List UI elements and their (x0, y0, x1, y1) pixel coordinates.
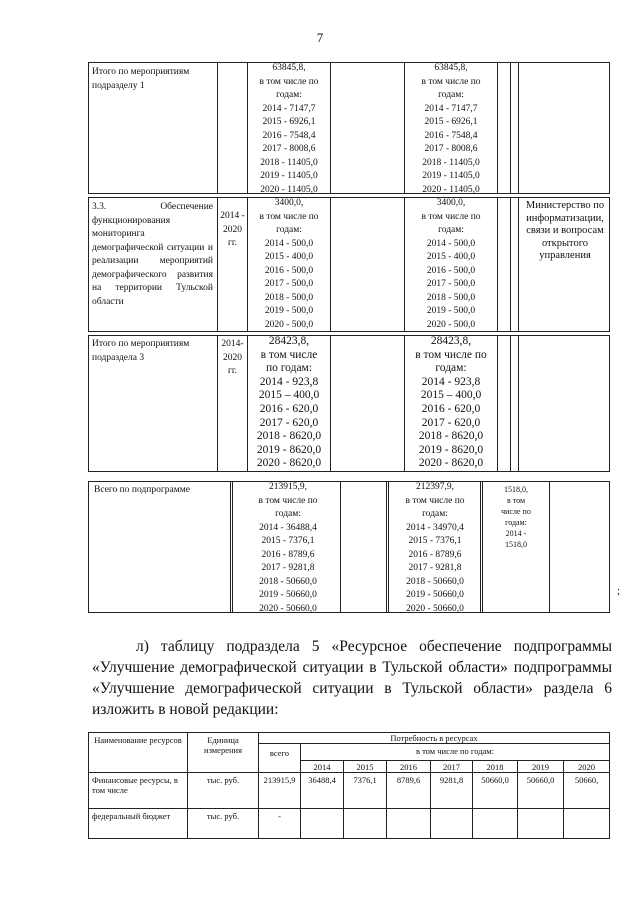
block2-label: 3.3. Обеспечение функционирования мониторинга демографической ситуации и реализации мероприятий демографического развития на территории Тульской области (92, 202, 213, 307)
year-header-2020: 2020 (578, 762, 595, 772)
year-header-2014: 2014 (313, 762, 331, 772)
block4-amounts-total (236, 481, 340, 616)
year-header-2018: 2018 (486, 762, 504, 772)
row-federal-unit: тыс. руб. (206, 811, 240, 821)
row-federal-name: федеральный бюджет (92, 811, 171, 821)
amount-line: 2018 - 11405,0 (422, 157, 480, 168)
year-header-2017: 2017 (443, 762, 460, 772)
amount-line: 2019 - 500,0 (426, 306, 476, 316)
amount-line: годам: (276, 225, 302, 235)
amount-line: 2015 - 7376,1 (261, 536, 315, 546)
amount-line: 2016 - 500,0 (264, 265, 314, 276)
amount-line: 2014 - 34970,4 (406, 522, 464, 533)
block2-amounts-regional (405, 197, 497, 332)
amount-line: 2019 - 11405,0 (260, 171, 318, 181)
amount-line: 2018 - 50660,0 (406, 576, 464, 587)
amount-line: 2016 - 8789,6 (261, 549, 315, 560)
amount-line: годам: (505, 518, 527, 527)
amount-line: в том числе по (421, 76, 481, 87)
amount-line: 2020 - 500,0 (264, 319, 314, 330)
amount-line: 63845,8, (272, 63, 306, 73)
amount-line: 2020 - 11405,0 (422, 184, 480, 195)
amount-line: 2015 – 400,0 (420, 389, 482, 402)
value-cell-2018: 50660,0 (481, 775, 509, 785)
amount-line: в том числе по (258, 495, 318, 506)
amount-line: 2018 - 500,0 (426, 292, 476, 303)
amount-line: 2018 - 8620,0 (418, 430, 484, 443)
block3-label: Итого по мероприятиям подраздела 3 (92, 339, 190, 363)
amount-line: 2016 - 7548,4 (424, 130, 478, 141)
amount-line: 2015 - 6926,1 (424, 117, 478, 127)
amount-line: 2020 - 11405,0 (260, 184, 318, 195)
amount-line: 3400,0, (436, 198, 466, 208)
row-federal-total: - (278, 811, 281, 821)
amount-line: 3400,0, (274, 198, 304, 208)
amount-line: в том числе по (405, 495, 465, 506)
amount-line: 2014 - 36488,4 (259, 522, 317, 533)
amount-line: 2014 - 7147,7 (262, 103, 316, 114)
amount-line: 2014 - 923,8 (421, 375, 481, 388)
amount-line: годам: (438, 225, 464, 235)
year-header-2015: 2015 (356, 762, 374, 772)
amount-line: годам: (276, 90, 302, 100)
amount-line: числе по (501, 507, 531, 516)
value-cell-2019: 50660,0 (526, 775, 555, 785)
amount-line: 2018 - 11405,0 (260, 157, 318, 168)
amount-line: 2017 - 620,0 (421, 416, 481, 429)
amount-line: в том числе по (421, 211, 481, 222)
block2-period: 2014 - 2020 гг. (220, 211, 245, 248)
amount-line: 28423,8, (430, 335, 472, 347)
amount-line: 2016 - 8789,6 (408, 549, 462, 560)
amount-line: 2019 - 8620,0 (256, 443, 322, 456)
block3-period: 2014- 2020 гг. (221, 339, 244, 376)
row-financial-unit: тыс. руб. (206, 775, 240, 785)
amendment-paragraph-text: л) таблицу подраздела 5 «Ресурсное обеспечение подпрограммы «Улучшение демографической ситуации в Тульской области» подпрограммы «Улучшение демографической ситуации в Тульской области» раздела 6 изложить в новой редакции: (92, 638, 612, 718)
amount-line: 213915,9, (269, 482, 307, 492)
block1-amounts-total (248, 62, 330, 197)
value-cell-2017: 9281,8 (439, 775, 464, 785)
amount-line: 2017 - 9281,8 (261, 563, 315, 573)
value-cell-2015: 7376,1 (353, 775, 377, 785)
amount-line: 2019 - 8620,0 (418, 443, 484, 456)
amount-line: годам: (435, 362, 467, 375)
header-resource-name: Наименование ресурсов (94, 735, 182, 745)
amount-line: 2014 - 500,0 (264, 238, 314, 249)
year-header-2016: 2016 (400, 762, 417, 772)
amount-line: в том числе (260, 348, 318, 361)
amount-line: 2018 - 50660,0 (259, 576, 317, 587)
block3-amounts-total (248, 335, 330, 471)
block4-amounts-federal (483, 484, 549, 550)
amount-line: 2014 - 500,0 (426, 238, 476, 249)
amount-line: в том числе по (415, 348, 487, 361)
trailing-semicolon: ; (617, 585, 621, 597)
amount-line: 2015 - 7376,1 (408, 536, 462, 546)
amount-line: 1518,0 (505, 540, 527, 549)
amount-line: 2015 - 6926,1 (262, 117, 316, 127)
amendment-paragraph (92, 636, 612, 720)
amount-line: 2014 - (505, 529, 527, 538)
amount-line: 2016 - 620,0 (421, 402, 481, 415)
amount-line: 2017 - 500,0 (426, 279, 476, 289)
amount-line: в том числе по (259, 211, 319, 222)
amount-line: 2015 – 400,0 (258, 389, 320, 402)
amount-line: годам: (438, 90, 464, 100)
block3-amounts-regional (405, 335, 497, 471)
amount-line: 2014 - 923,8 (259, 375, 319, 388)
block2-executor: Министерство по информатизации, связи и вопросам открытого управления (525, 200, 605, 261)
amount-line: 28423,8, (268, 335, 310, 347)
amount-line: 2017 - 8008,6 (424, 144, 478, 154)
amount-line: 2016 - 500,0 (426, 265, 476, 276)
amount-line: 2018 - 500,0 (264, 292, 314, 303)
header-unit: Единица измерения (204, 735, 242, 755)
block1-label: Итого по мероприятиям подразделу 1 (92, 67, 190, 91)
block4-amounts-regional (389, 481, 481, 616)
amount-line: 63845,8, (434, 63, 468, 73)
amount-line: 2017 - 620,0 (259, 416, 319, 429)
amount-line: в том числе по (259, 76, 319, 87)
amount-line: 2020 - 8620,0 (418, 457, 484, 470)
amount-line: 2019 - 500,0 (264, 306, 314, 316)
value-cell-2014: 36488,4 (308, 775, 336, 785)
amount-line: 2016 - 7548,4 (262, 130, 316, 141)
amount-line: годам: (275, 509, 301, 519)
amount-line: 2017 - 500,0 (264, 279, 314, 289)
block2-amounts-total (248, 197, 330, 332)
amount-line: в том (506, 496, 526, 505)
amount-line: по годам: (265, 362, 313, 375)
value-cell-2016: 8789,6 (396, 775, 421, 785)
amount-line: 2014 - 7147,7 (424, 103, 478, 114)
row-financial-name: Финансовые ресурсы, в том числе (92, 775, 178, 795)
amount-line: 2020 - 500,0 (426, 319, 476, 330)
block1-amounts-regional (405, 62, 497, 197)
amount-line: 212397,9, (416, 482, 454, 492)
amount-line: 2019 - 50660,0 (259, 590, 317, 600)
value-cell-2020: 50660, (574, 775, 599, 785)
page-number: 7 (316, 30, 324, 45)
header-years-group: в том числе по годам: (415, 746, 495, 756)
header-total: всего (269, 748, 290, 758)
amount-line: 2020 - 50660,0 (259, 603, 317, 614)
block4-label: Всего по подпрограмме (94, 485, 190, 495)
row-financial-total: 213915,9 (263, 775, 296, 785)
amount-line: 1518,0, (504, 485, 528, 494)
amount-line: 2020 - 50660,0 (406, 603, 464, 614)
amount-line: годам: (422, 509, 448, 519)
amount-line: 2019 - 11405,0 (422, 171, 480, 181)
amount-line: 2020 - 8620,0 (256, 457, 322, 470)
amount-line: 2015 - 400,0 (264, 252, 314, 262)
header-need: Потребность в ресурсах (390, 733, 478, 743)
amount-line: 2018 - 8620,0 (256, 430, 322, 443)
amount-line: 2017 - 9281,8 (408, 563, 462, 573)
amount-line: 2017 - 8008,6 (262, 144, 316, 154)
year-header-2019: 2019 (532, 762, 549, 772)
amount-line: 2019 - 50660,0 (406, 590, 464, 600)
amount-line: 2015 - 400,0 (426, 252, 476, 262)
amount-line: 2016 - 620,0 (259, 402, 319, 415)
